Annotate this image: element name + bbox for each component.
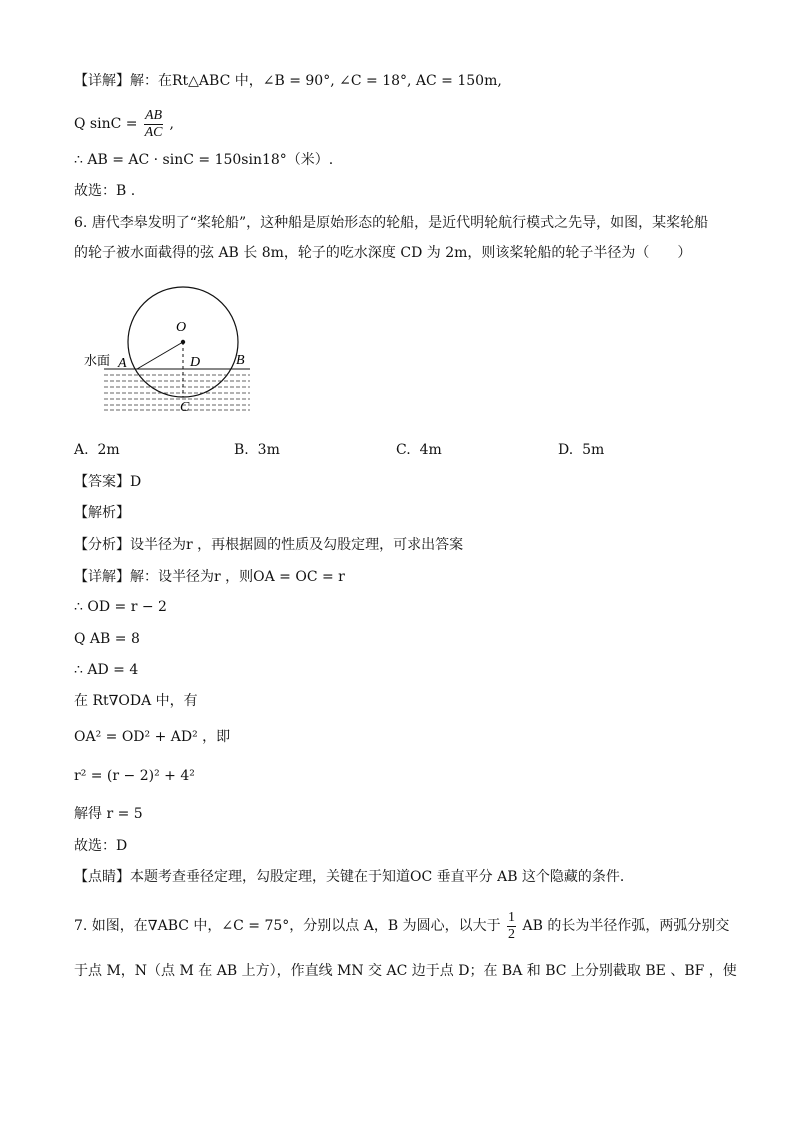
radius-oa <box>137 342 183 369</box>
option-b-value: 3m <box>257 442 280 458</box>
label-c: C <box>180 400 190 415</box>
step-1: ∴ OD = r − 2 <box>74 599 167 615</box>
step-7: 解得 r = 5 <box>74 806 143 822</box>
water-label: 水面 <box>84 354 111 369</box>
paddle-wheel-figure <box>84 286 284 418</box>
step-6: r² = (r − 2)² + 4² <box>74 768 195 784</box>
half-numerator: 1 <box>508 909 516 925</box>
step-2: Q AB = 8 <box>74 631 140 647</box>
q7-prefix: 7. 如图，在∇ABC 中，∠C = 75°，分别以点 A，B 为圆心，以大于 <box>74 918 501 934</box>
analysis-line: 【分析】设半径为r ，再根据圆的性质及勾股定理，可求出答案 <box>74 537 464 553</box>
detail-line-3: ∴ AB = AC · sinC = 150sin18°（米）. <box>74 152 334 168</box>
option-c-letter: C. <box>396 442 411 458</box>
option-d <box>558 442 604 458</box>
label-a: A <box>118 356 127 371</box>
option-a <box>74 442 120 458</box>
step-5: OA² = OD² + AD² ，即 <box>74 729 231 745</box>
detail-line-2 <box>74 106 174 142</box>
fraction-denominator: AC <box>144 124 163 140</box>
option-b-letter: B. <box>234 442 249 458</box>
question-6-line-2: 的轮子被水面截得的弦 AB 长 8m，轮子的吃水深度 CD 为 2m，则该桨轮船的轮子半径为（ ） <box>74 245 692 261</box>
jiexi-heading: 【解析】 <box>74 505 130 521</box>
label-d: D <box>190 355 201 370</box>
option-c-value: 4m <box>419 442 442 458</box>
dianjing-line: 【点睛】本题考查垂径定理，勾股定理，关键在于知道OC 垂直平分 AB 这个隐藏的条件． <box>74 869 634 885</box>
fraction-numerator: AB <box>144 107 163 123</box>
fraction-one-half <box>507 910 516 943</box>
step-8: 故选：D <box>74 838 128 854</box>
sin-suffix: , <box>169 116 174 132</box>
sin-prefix: Q sinC = <box>74 116 138 132</box>
water-hatching <box>104 375 250 410</box>
question-6-line-1: 6. 唐代李皋发明了“桨轮船”，这种船是原始形态的轮船，是近代明轮航行模式之先导，如图，某桨轮船 <box>74 215 709 231</box>
step-4: 在 Rt∇ODA 中，有 <box>74 693 198 709</box>
question-7-line-2: 于点 M，N（点 M 在 AB 上方），作直线 MN 交 AC 边于点 D；在 BA 和 BC 上分别截取 BE 、BF ，使 <box>74 963 737 979</box>
option-a-letter: A. <box>74 442 89 458</box>
center-point <box>181 340 185 344</box>
option-c <box>396 442 442 458</box>
detail-line-1: 【详解】解：在Rt△ABC 中，∠B = 90°, ∠C = 18°, AC = 150m, <box>74 73 502 89</box>
answer-line: 【答案】D <box>74 474 142 490</box>
half-denominator: 2 <box>508 926 516 942</box>
label-o: O <box>176 320 187 335</box>
question-7-line-1 <box>74 908 729 944</box>
fraction-ab-ac <box>144 108 163 141</box>
option-b <box>234 442 280 458</box>
detail-line-4: 故选：B . <box>74 183 136 199</box>
step-3: ∴ AD = 4 <box>74 662 139 678</box>
option-a-value: 2m <box>97 442 120 458</box>
label-b: B <box>236 353 245 368</box>
option-d-value: 5m <box>582 442 605 458</box>
q7-suffix: AB 的长为半径作弧，两弧分别交 <box>522 918 730 934</box>
detail-solution-line: 【详解】解：设半径为r ，则OA = OC = r <box>74 569 345 585</box>
option-d-letter: D. <box>558 442 574 458</box>
